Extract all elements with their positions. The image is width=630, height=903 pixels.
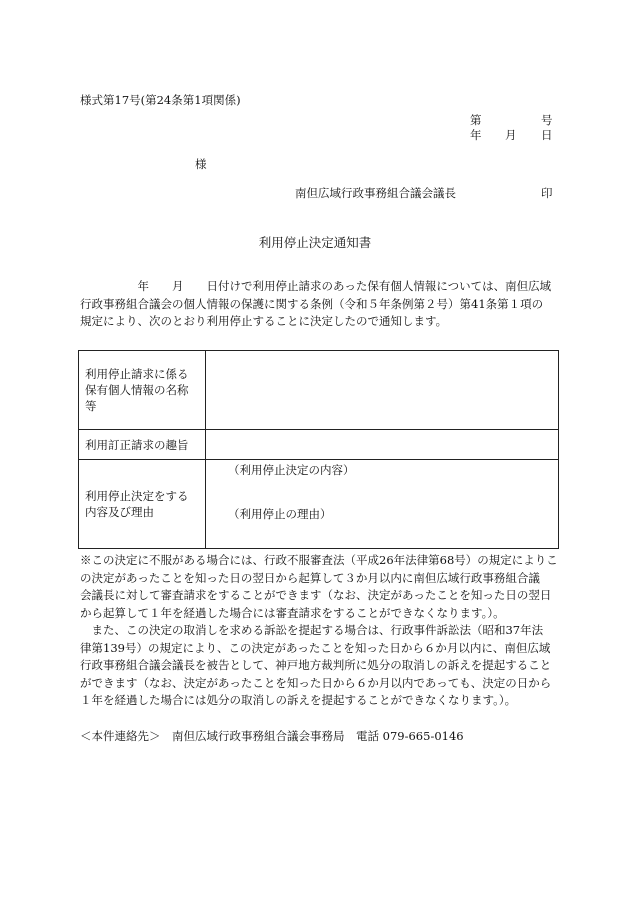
- document-number-label: 第: [470, 113, 482, 127]
- form-number: 様式第17号(第24条第1項関係): [80, 93, 241, 107]
- label-line: 内容及び理由: [85, 505, 154, 519]
- stop-reason-label: （利用停止の理由）: [228, 507, 332, 521]
- body-paragraph: [80, 278, 560, 331]
- table-row: [79, 430, 559, 460]
- notes-line: １年を経過した場合には処分の取消しの訴えを提起することができなくなります。）。: [80, 693, 517, 707]
- request-purpose-value: [206, 430, 559, 460]
- date-day-label: 日: [541, 128, 553, 142]
- info-name-value: [206, 351, 559, 430]
- label-line: 保有個人情報の名称: [85, 383, 189, 397]
- info-name-label: [79, 351, 206, 430]
- label-line: 等: [85, 399, 97, 413]
- document-number-suffix: 号: [541, 113, 553, 127]
- body-line: 年 月 日付けで利用停止請求のあった保有個人情報については、南但広域: [80, 279, 552, 293]
- notes-line: から起算して１年を経過した場合には審査請求をすることができなくなります。）。: [80, 605, 505, 620]
- label-line: 利用停止請求に係る: [85, 367, 189, 381]
- table-row: [79, 351, 559, 430]
- decision-content-label: （利用停止決定の内容）: [228, 463, 355, 477]
- decision-table: [78, 350, 559, 549]
- sender-name: 南但広域行政事務組合議会議長: [295, 186, 456, 200]
- appeal-notes: [80, 552, 562, 710]
- document-title: 利用停止決定通知書: [258, 235, 372, 250]
- notes-line: 会議長に対して審査請求をすることができます（なお、決定があったことを知った日の翌日: [80, 588, 552, 602]
- notes-line: ができます（なお、決定があったことを知った日から６か月以内であっても、決定の日から: [80, 675, 552, 690]
- label-line: 利用停止決定をする: [85, 489, 189, 503]
- notes-line: また、この決定の取消しを求める訴訟を提起する場合は、行政事件訴訟法（昭和37年法: [80, 623, 544, 637]
- contact-info: ＜本件連絡先＞ 南但広域行政事務組合議会事務局 電話 079-665-0146: [80, 729, 464, 743]
- notes-line: 行政事務組合議会議長を被告として、神戸地方裁判所に処分の取消しの訴えを提起すること: [80, 658, 552, 672]
- seal-mark: 印: [541, 186, 553, 200]
- body-line: 規定により、次のとおり利用停止することに決定したので通知します。: [80, 314, 448, 328]
- date-year-label: 年: [470, 128, 482, 142]
- date-month-label: 月: [505, 128, 517, 142]
- notes-line: の決定があったことを知った日の翌日から起算して３か月以内に南但広域行政事務組合議: [80, 570, 540, 585]
- decision-reason-label: [79, 460, 206, 549]
- notes-line: ※この決定に不服がある場合には、行政不服審査法（平成26年法律第68号）の規定によりこ: [80, 553, 558, 567]
- body-line: 行政事務組合議会の個人情報の保護に関する条例（令和５年条例第２号）第41条第１項の: [80, 296, 544, 311]
- recipient-honorific: 様: [195, 157, 207, 171]
- decision-reason-value: [206, 460, 559, 549]
- notes-line: 律第139号）の規定により、この決定があったことを知った日から６か月以内に、南但広域: [80, 640, 551, 655]
- request-purpose-label: 利用訂正請求の趣旨: [79, 430, 206, 460]
- table-row: [79, 460, 559, 549]
